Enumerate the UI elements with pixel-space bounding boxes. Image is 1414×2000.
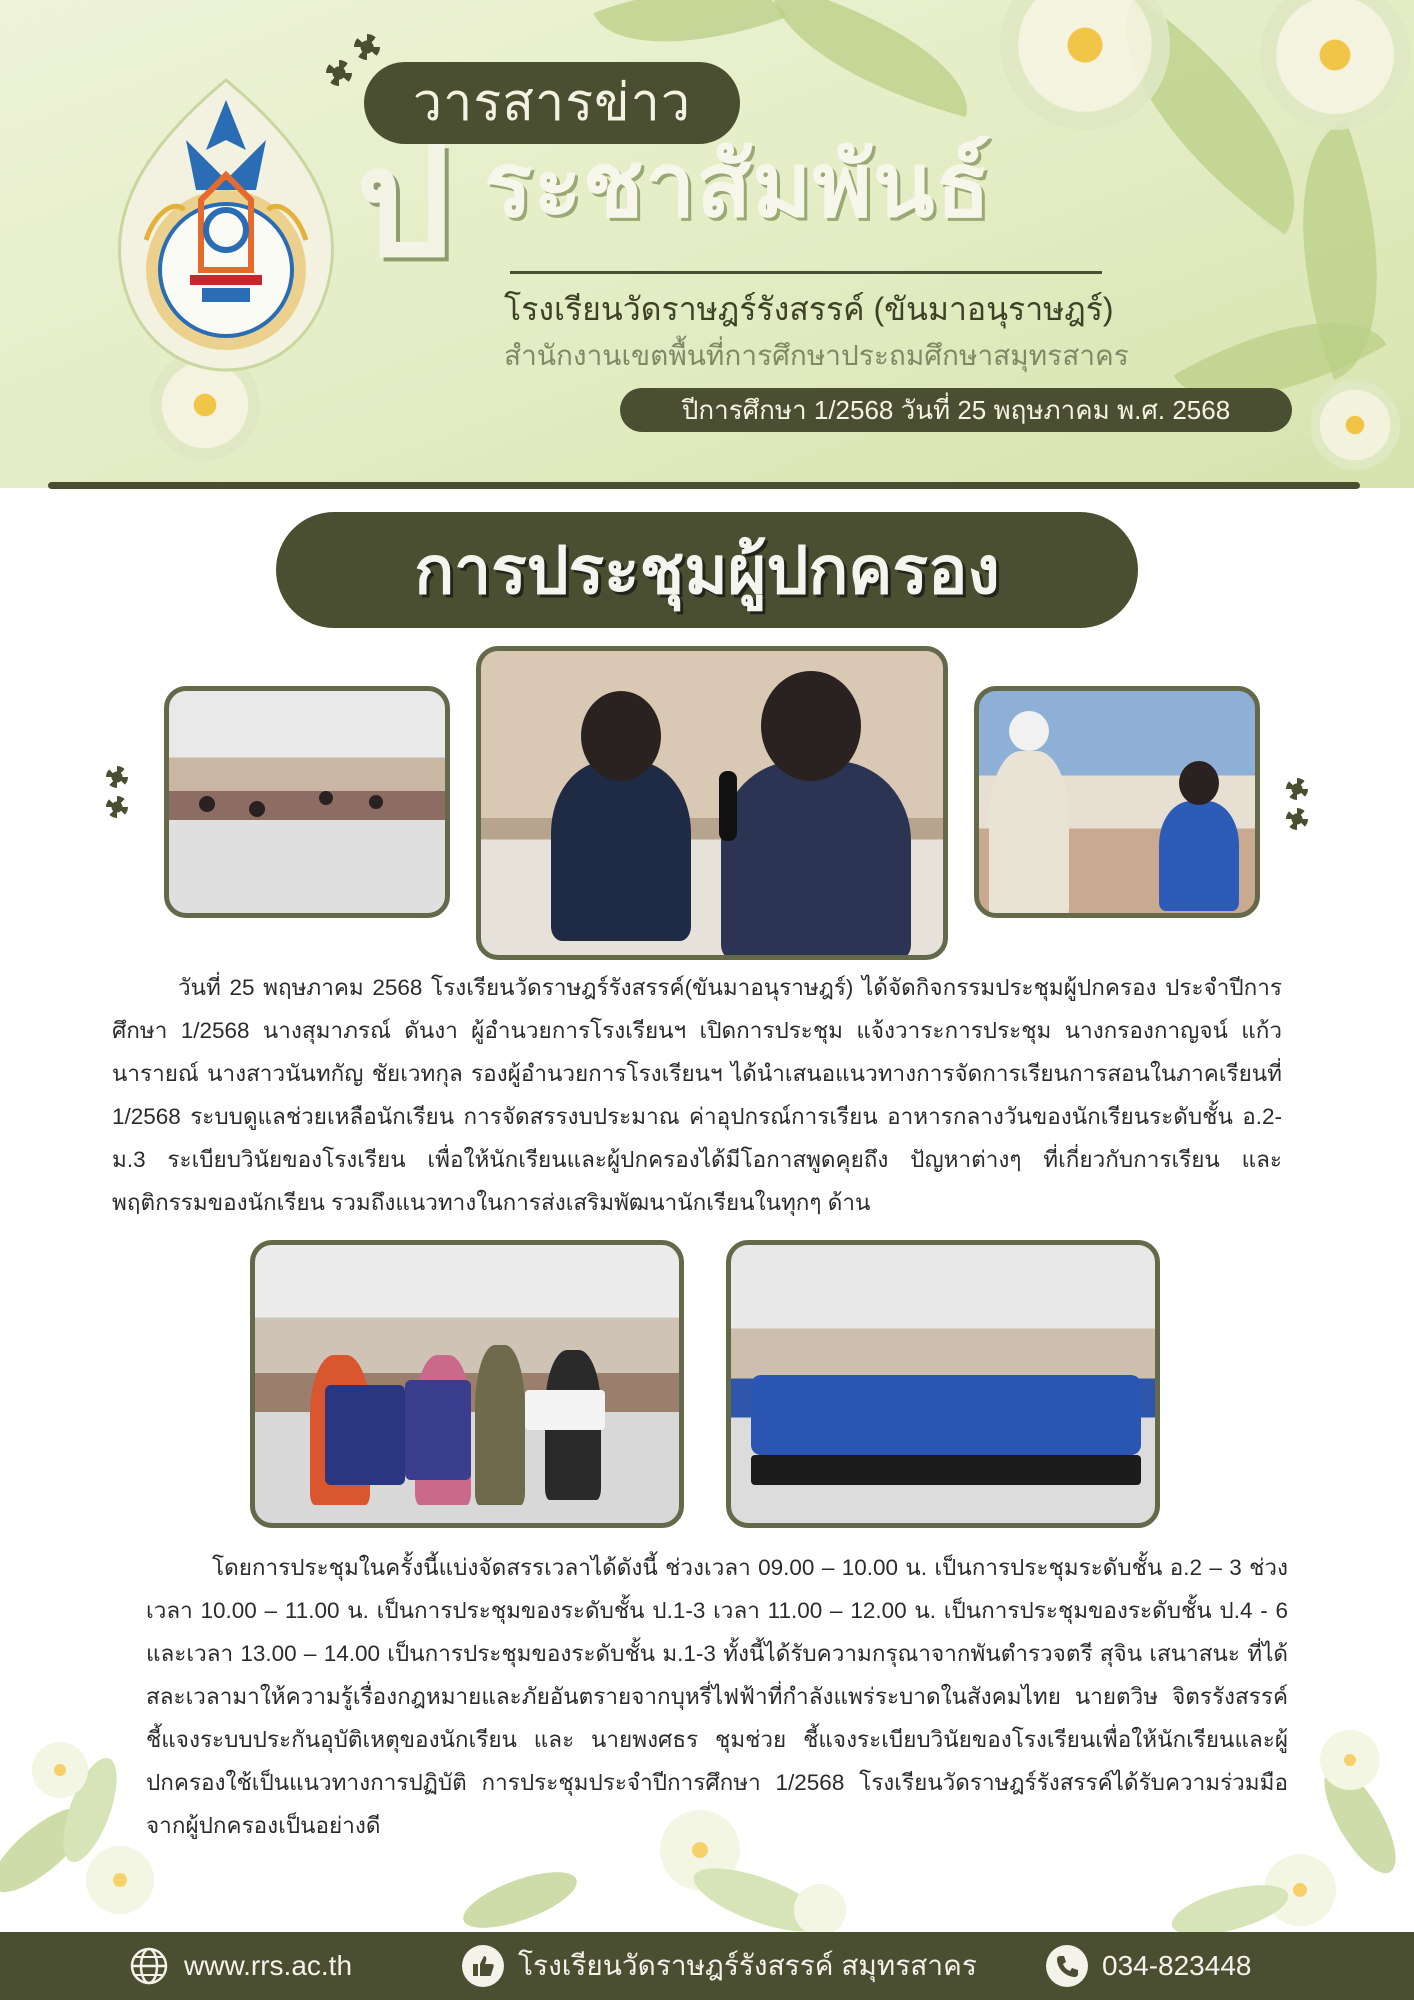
ornament-icon bbox=[1286, 808, 1308, 830]
leaf-decoration bbox=[753, 0, 986, 117]
flower-decoration bbox=[1310, 380, 1400, 470]
microphone bbox=[719, 771, 737, 841]
person-row bbox=[751, 1375, 1141, 1455]
person-figure bbox=[319, 791, 333, 805]
phone-text: 034-823448 bbox=[1102, 1950, 1252, 1981]
photo-guest-speakers bbox=[250, 1240, 684, 1528]
photo-registration bbox=[974, 686, 1260, 918]
person-figure bbox=[581, 691, 661, 781]
person-figure bbox=[1179, 761, 1219, 805]
photo-speaker bbox=[476, 646, 948, 960]
footer-website[interactable] bbox=[128, 1932, 352, 2000]
newsletter-badge: วารสารข่าว bbox=[364, 62, 740, 144]
person-figure bbox=[721, 761, 911, 960]
issue-date: ปีการศึกษา 1/2568 วันที่ 25 พฤษภาคม พ.ศ. 2568 bbox=[620, 388, 1292, 432]
newsletter-title: ระชาสัมพันธ์ bbox=[484, 132, 992, 238]
header-banner bbox=[0, 0, 1414, 488]
photo-meeting-hall bbox=[164, 686, 450, 918]
photo-staff-group bbox=[726, 1240, 1160, 1528]
flower-decoration bbox=[1000, 0, 1170, 130]
footer bbox=[0, 1932, 1414, 2000]
globe-icon bbox=[128, 1945, 170, 1987]
person-figure bbox=[989, 751, 1069, 918]
footer-facebook[interactable] bbox=[462, 1932, 977, 2000]
person-row bbox=[751, 1455, 1141, 1485]
person-figure bbox=[475, 1345, 525, 1505]
article-paragraph-1: วันที่ 25 พฤษภาคม 2568 โรงเรียนวัดราษฎร์รังสรรค์(ขันมาอนุราษฎร์) ได้จัดกิจกรรมประชุมผู้ปกครอง ประจำปีการศึกษา 1/2568 นางสุมาภรณ์ ดันงา ผู้อำนวยการโรงเรียนฯ เปิดการประชุม แจ้งวาระการประชุม นางกรองกาญจน์ แก้วนารายณ์ นางสาวนันทกัญ ชัยเวทกุล รองผู้อำนวยการโรงเรียนฯ ได้นำเสนอแนวทางการจัดการเรียนการสอนในภาคเรียนที่ 1/2568 ระบบดูแลช่วยเหลือนักเรียน การจัดสรรงบประมาณ ค่าอุปกรณ์การเรียน อาหารกลางวันของนักเรียนระดับชั้น อ.2-ม.3 ระเบียบวินัยของโรงเรียน เพื่อให้นักเรียนและผู้ปกครองได้มีโอกาสพูดคุยถึง ปัญหาต่างๆ ที่เกี่ยวกับการเรียน และพฤติกรรมของนักเรียน รวมถึงแนวทางในการส่งเสริมพัฒนานักเรียนในทุกๆ ด้าน bbox=[112, 975, 1282, 1215]
facebook-text: โรงเรียนวัดราษฎร์รังสรรค์ สมุทรสาคร bbox=[518, 1950, 977, 1981]
person-figure bbox=[199, 796, 215, 812]
ornament-icon bbox=[1286, 778, 1308, 800]
person-figure bbox=[369, 795, 383, 809]
website-text: www.rrs.ac.th bbox=[184, 1950, 353, 1981]
education-office: สำนักงานเขตพื้นที่การศึกษาประถมศึกษาสมุทรสาคร bbox=[504, 340, 1129, 371]
ornament-icon bbox=[106, 766, 128, 788]
ornament-icon bbox=[354, 34, 380, 60]
thumbs-up-icon bbox=[462, 1945, 504, 1987]
flower-decoration bbox=[1260, 0, 1410, 130]
poster bbox=[325, 1385, 405, 1485]
person-figure bbox=[1159, 801, 1239, 911]
title-divider bbox=[510, 271, 1102, 274]
school-logo bbox=[106, 70, 346, 380]
phone-icon bbox=[1046, 1945, 1088, 1987]
person-figure bbox=[761, 671, 861, 781]
article-paragraph-2: โดยการประชุมในครั้งนี้แบ่งจัดสรรเวลาได้ดังนี้ ช่วงเวลา 09.00 – 10.00 น. เป็นการประชุมระดับชั้น อ.2 – 3 ช่วงเวลา 10.00 – 11.00 น. เป็นการประชุมของระดับชั้น ป.1-3 เวลา 11.00 – 12.00 น. เป็นการประชุมของระดับชั้น ป.4 - 6 และเวลา 13.00 – 14.00 เป็นการประชุมของระดับชั้น ม.1-3 ทั้งนี้ได้รับความกรุณาจากพันตำรวจตรี สุจิน เสนาสนะ ที่ได้สละเวลามาให้ความรู้เรื่องกฎหมายและภัยอันตรายจากบุหรี่ไฟฟ้าที่กำลังแพร่ระบาดในสังคมไทย นายตวิษ จิตรรังสรรค์ ชี้แจงระบบประกันอุบัติเหตุของนักเรียน และ นายพงศธร ชุมช่วย ชี้แจงระเบียบวินัยของโรงเรียนเพื่อให้นักเรียนและผู้ปกครองใช้เป็นแนวทางการปฏิบัติ การประชุมประจำปีการศึกษา 1/2568 โรงเรียนวัดราษฎร์รังสรรค์ได้รับความร่วมมือจากผู้ปกครองเป็นอย่างดี bbox=[146, 1555, 1288, 1838]
school-name: โรงเรียนวัดราษฎร์รังสรรค์ (ขันมาอนุราษฎร์) bbox=[504, 291, 1114, 327]
ornament-icon bbox=[106, 796, 128, 818]
footer-phone[interactable] bbox=[1046, 1932, 1251, 2000]
person-figure bbox=[249, 801, 265, 817]
poster bbox=[405, 1380, 471, 1480]
person-figure bbox=[551, 761, 691, 941]
article-title: การประชุมผู้ปกครอง bbox=[276, 512, 1138, 628]
poster bbox=[525, 1390, 605, 1430]
header-divider bbox=[48, 482, 1360, 489]
title-initial: ป bbox=[356, 115, 452, 291]
person-figure bbox=[1009, 711, 1049, 751]
